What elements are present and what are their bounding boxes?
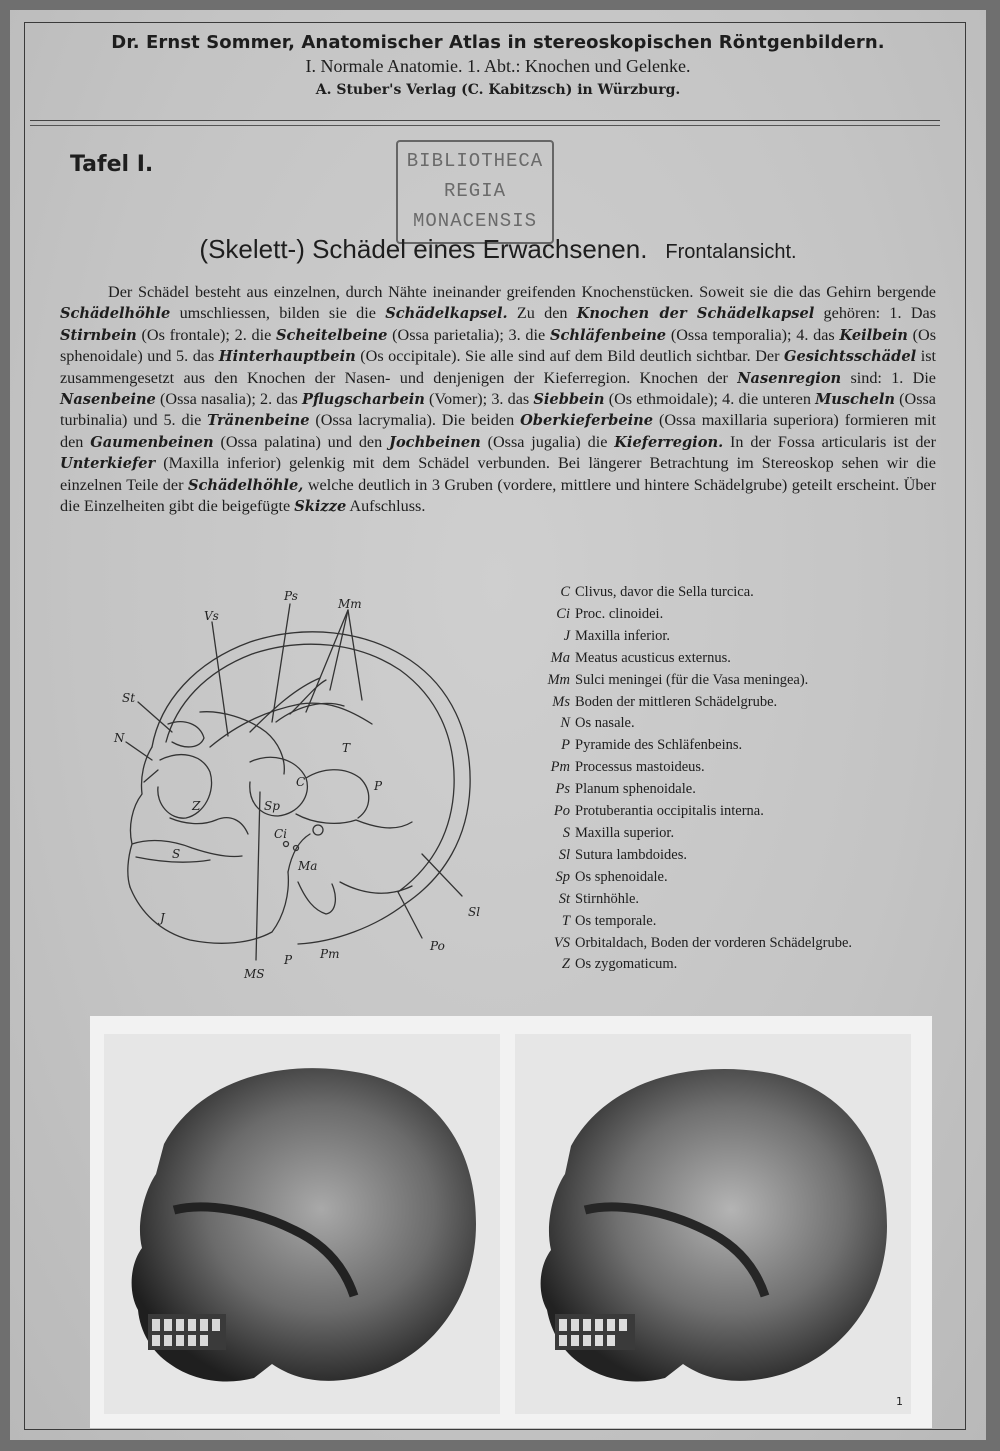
- legend-text: Os nasale.: [575, 715, 635, 732]
- tooth: [164, 1319, 172, 1331]
- library-stamp: [396, 140, 554, 244]
- legend-row: [532, 954, 952, 976]
- skull-xray-left: [104, 1034, 500, 1414]
- term: Knochen der Schädelkapsel: [576, 305, 815, 323]
- tooth: [176, 1335, 184, 1346]
- legend-abbr: C: [560, 584, 570, 600]
- legend-row: [532, 735, 952, 757]
- tooth: [583, 1335, 591, 1346]
- leader-line: [306, 610, 348, 712]
- legend-row: [532, 626, 952, 648]
- label-vs: Vs: [204, 609, 219, 623]
- leader-line: [348, 610, 362, 700]
- term: Schädelkapsel.: [385, 305, 508, 323]
- occipital-base: [340, 882, 412, 893]
- label-ma: Ma: [298, 859, 318, 873]
- skull-xray-right: [515, 1034, 911, 1414]
- text-run: Der Schädel besteht aus einzelnen, durch Nähte ineinander greifenden Knochenstücken. Soweit sie die das Gehirn bergende: [108, 283, 936, 301]
- term: Nasenregion: [737, 369, 842, 387]
- legend-abbr: Ms: [552, 693, 570, 710]
- term: Stirnbein: [60, 326, 137, 344]
- meningeal-groove: [290, 680, 326, 714]
- term: Schädelhöhle: [60, 305, 171, 323]
- plate-title-sub: Frontalansicht.: [665, 241, 797, 263]
- label-z: Z: [192, 799, 201, 813]
- text-run: welche deutlich in 3 Gruben (vordere, mittlere und hintere Schädelgrube) geteilt erscheint. Über die Einzelheiten gibt die beigefügte: [60, 475, 936, 516]
- label-sp: Sp: [264, 799, 280, 813]
- legend-text: Os zygomaticum.: [575, 956, 678, 973]
- label-po: Po: [430, 939, 445, 953]
- label-mm: Mm: [338, 597, 362, 611]
- leader-line: [330, 610, 348, 690]
- legend-text: Protuberantia occipitalis interna.: [575, 803, 764, 820]
- term: Gaumenbeinen: [90, 433, 214, 451]
- tooth: [200, 1319, 208, 1331]
- leader-line: [422, 854, 462, 896]
- header-rule: [30, 120, 940, 121]
- cranium-outline: [152, 632, 470, 944]
- tooth: [152, 1335, 160, 1346]
- label-sl: Sl: [468, 905, 481, 919]
- term: Schädelhöhle,: [187, 476, 304, 494]
- term: Keilbein: [839, 326, 908, 344]
- legend-text: Meatus acusticus externus.: [575, 649, 731, 666]
- legend-row: [532, 845, 952, 867]
- legend-text: Os temporale.: [575, 912, 657, 929]
- photo-number: 1: [896, 1395, 903, 1408]
- text-run: (Os ethmoidale); 4. die unteren: [604, 390, 816, 409]
- term: Nasenbeine: [60, 391, 156, 409]
- label-n: N: [114, 731, 125, 745]
- mandible: [130, 872, 288, 943]
- legend-abbr: Z: [561, 956, 570, 973]
- legend-abbr: T: [561, 912, 570, 929]
- legend-text: Sulci meningei (für die Vasa meningea).: [575, 671, 809, 688]
- header-rule-thin: [30, 125, 940, 126]
- stamp-line: REGIA: [443, 180, 506, 202]
- leader-line: [272, 604, 290, 722]
- text-run: (Ossa maxillaria superiora) formieren mit den: [60, 411, 936, 451]
- sketch-legend: [532, 582, 952, 976]
- mastoid-process: [298, 882, 335, 914]
- legend-abbr: N: [560, 715, 570, 732]
- plate-title-main: (Skelett-) Schädel eines Erwachsenen.: [199, 234, 648, 264]
- label-p-lower: P: [284, 953, 293, 967]
- legend-text: Processus mastoideus.: [575, 759, 705, 776]
- legend-text: Maxilla inferior.: [575, 627, 671, 644]
- maxilla: [132, 841, 242, 857]
- tooth: [188, 1319, 196, 1331]
- text-run: (Ossa temporalia); 4. das: [666, 325, 840, 344]
- text-run: (Ossa turbinalia) und 5. die: [60, 390, 936, 430]
- text-run: (Os sphenoidale) und 5. das: [60, 325, 936, 366]
- leader-line: [398, 892, 422, 938]
- skull-sketch: [100, 582, 520, 982]
- term: Jochbeinen: [389, 433, 481, 451]
- text-run: Zu den: [507, 304, 577, 323]
- legend-text: Clivus, davor die Sella turcica.: [575, 584, 754, 600]
- label-ci: Ci: [274, 827, 288, 841]
- leader-line: [126, 742, 152, 760]
- tooth: [152, 1319, 160, 1331]
- term: Tränenbeine: [207, 412, 310, 430]
- legend-abbr: Ma: [550, 649, 570, 666]
- tooth: [619, 1319, 627, 1331]
- legend-text: Planum sphenoidale.: [575, 781, 696, 798]
- text-run: (Maxilla inferior) gelenkig mit dem Schädel verbunden. Bei längerer Betrachtung im Stereoskop sehen wir die einzelnen Teile der: [60, 454, 936, 494]
- term: Pflugscharbein: [301, 391, 425, 409]
- tooth: [164, 1335, 172, 1346]
- stamp-line: BIBLIOTHECA: [406, 150, 544, 172]
- term: Unterkiefer: [60, 455, 156, 473]
- legend-row: [532, 889, 952, 911]
- text-run: (Ossa nasalia); 2. das: [155, 390, 302, 409]
- legend-row: [532, 779, 952, 801]
- plate-title: [10, 234, 986, 265]
- cranium-inner-outline: [166, 644, 454, 892]
- xray-photo-left: [104, 1034, 500, 1414]
- label-j: J: [160, 911, 165, 925]
- legend-text: Maxilla superior.: [575, 824, 675, 841]
- tooth: [188, 1335, 196, 1346]
- legend-text: Orbitaldach, Boden der vorderen Schädelgrube.: [575, 934, 853, 951]
- legend-row: [532, 933, 952, 955]
- legend-abbr: S: [562, 824, 570, 841]
- legend-row: [532, 757, 952, 779]
- leader-line: [256, 792, 260, 960]
- tooth: [595, 1335, 603, 1346]
- label-t: T: [342, 741, 351, 755]
- tooth: [559, 1335, 567, 1346]
- external-ear-canal: [313, 825, 323, 835]
- label-ps: Ps: [284, 589, 298, 603]
- legend-row: [532, 713, 952, 735]
- stereo-photo-mount: [90, 1016, 932, 1428]
- pyramid-outline: [306, 770, 369, 818]
- plate-label: Tafel I.: [70, 152, 154, 177]
- page-header: [10, 32, 986, 98]
- tooth: [607, 1319, 615, 1331]
- header-author-title: Dr. Ernst Sommer, Anatomischer Atlas in stereoskopischen Röntgenbildern.: [111, 32, 885, 53]
- face-profile: [128, 747, 152, 887]
- text-run: (Ossa palatina) und den: [213, 432, 390, 451]
- xray-photo-right: [515, 1034, 911, 1414]
- term: Hinterhauptbein: [218, 348, 356, 366]
- legend-abbr: Pm: [550, 759, 570, 776]
- text-run: (Os occipitale). Sie alle sind auf dem Bild deutlich sichtbar. Der: [355, 347, 784, 366]
- header-publisher: A. Stuber's Verlag (C. Kabitzsch) in Würzburg.: [315, 82, 681, 98]
- nasal-bone: [144, 770, 158, 782]
- legend-row: [532, 867, 952, 889]
- label-p: P: [374, 779, 383, 793]
- intro-paragraph: [60, 282, 936, 517]
- tooth: [595, 1319, 603, 1331]
- tooth: [200, 1335, 208, 1346]
- text-run: (Ossa lacrymalia). Die beiden: [309, 411, 521, 430]
- tooth: [176, 1319, 184, 1331]
- legend-abbr: Sl: [558, 846, 570, 863]
- legend-abbr: Mm: [547, 671, 570, 688]
- term: Oberkieferbeine: [520, 412, 654, 430]
- text-run: (Ossa jugalia) die: [480, 432, 615, 451]
- label-pm: Pm: [320, 947, 340, 961]
- legend-text: Boden der mittleren Schädelgrube.: [575, 693, 778, 710]
- term: Muscheln: [815, 391, 895, 409]
- legend-text: Pyramide des Schläfenbeins.: [575, 737, 743, 754]
- tooth: [607, 1335, 615, 1346]
- legend-row: [532, 801, 952, 823]
- atlas-plate-page: [10, 10, 986, 1440]
- text-run: Aufschluss.: [346, 497, 426, 516]
- stamp-line: MONACENSIS: [412, 210, 538, 232]
- legend-row: [532, 670, 952, 692]
- label-st: St: [122, 691, 136, 705]
- legend-text: Sutura lambdoides.: [575, 846, 687, 863]
- legend-text: Os sphenoidale.: [575, 868, 668, 885]
- legend-text: Stirnhöhle.: [575, 890, 640, 907]
- orbit: [158, 755, 212, 819]
- text-run: ist zusammengesetzt aus den Knochen der Nasen- und denjenigen der Kieferregion. Knochen der: [60, 347, 936, 387]
- term: Siebbein: [533, 391, 605, 409]
- legend-row: [532, 823, 952, 845]
- legend-abbr: Po: [553, 803, 570, 820]
- text-run: In der Fossa articularis ist der: [723, 432, 936, 451]
- tooth: [571, 1319, 579, 1331]
- text-run: umschliessen, bilden sie die: [170, 304, 386, 323]
- text-run: sind: 1. Die: [841, 368, 936, 387]
- label-c: C: [296, 775, 306, 789]
- label-s: S: [172, 847, 181, 861]
- term: Gesichtsschädel: [784, 348, 917, 366]
- legend-abbr: Sp: [555, 868, 570, 885]
- label-ms: MS: [244, 967, 265, 981]
- term: Scheitelbeine: [276, 326, 388, 344]
- tooth: [571, 1335, 579, 1346]
- legend-abbr: St: [558, 890, 570, 907]
- legend-row: [532, 604, 952, 626]
- term: Skizze: [294, 498, 347, 516]
- legend-abbr: VS: [553, 934, 570, 951]
- zygomatic-arch: [170, 818, 248, 834]
- text-run: gehören: 1. Das: [814, 304, 936, 323]
- tooth: [583, 1319, 591, 1331]
- tooth: [212, 1319, 220, 1331]
- term: Kieferregion.: [614, 433, 724, 451]
- legend-row: [532, 582, 952, 604]
- legend-abbr: Ps: [555, 781, 570, 798]
- legend-text: Proc. clinoidei.: [575, 605, 664, 622]
- legend-abbr: Ci: [556, 605, 570, 622]
- text-run: (Os frontale); 2. die: [136, 325, 276, 344]
- legend-abbr: J: [563, 627, 570, 644]
- term: Schläfenbeine: [549, 326, 667, 344]
- header-section: I. Normale Anatomie. 1. Abt.: Knochen und Gelenke.: [305, 56, 691, 76]
- foramen-mark: [284, 842, 289, 847]
- legend-row: [532, 911, 952, 933]
- cranial-base: [296, 814, 412, 828]
- tooth: [559, 1319, 567, 1331]
- text-run: (Ossa parietalia); 3. die: [387, 325, 550, 344]
- legend-row: [532, 692, 952, 714]
- legend-abbr: P: [561, 737, 570, 754]
- text-run: (Vomer); 3. das: [424, 390, 534, 409]
- leader-line: [212, 622, 228, 736]
- legend-row: [532, 648, 952, 670]
- frontal-sinus: [168, 722, 204, 747]
